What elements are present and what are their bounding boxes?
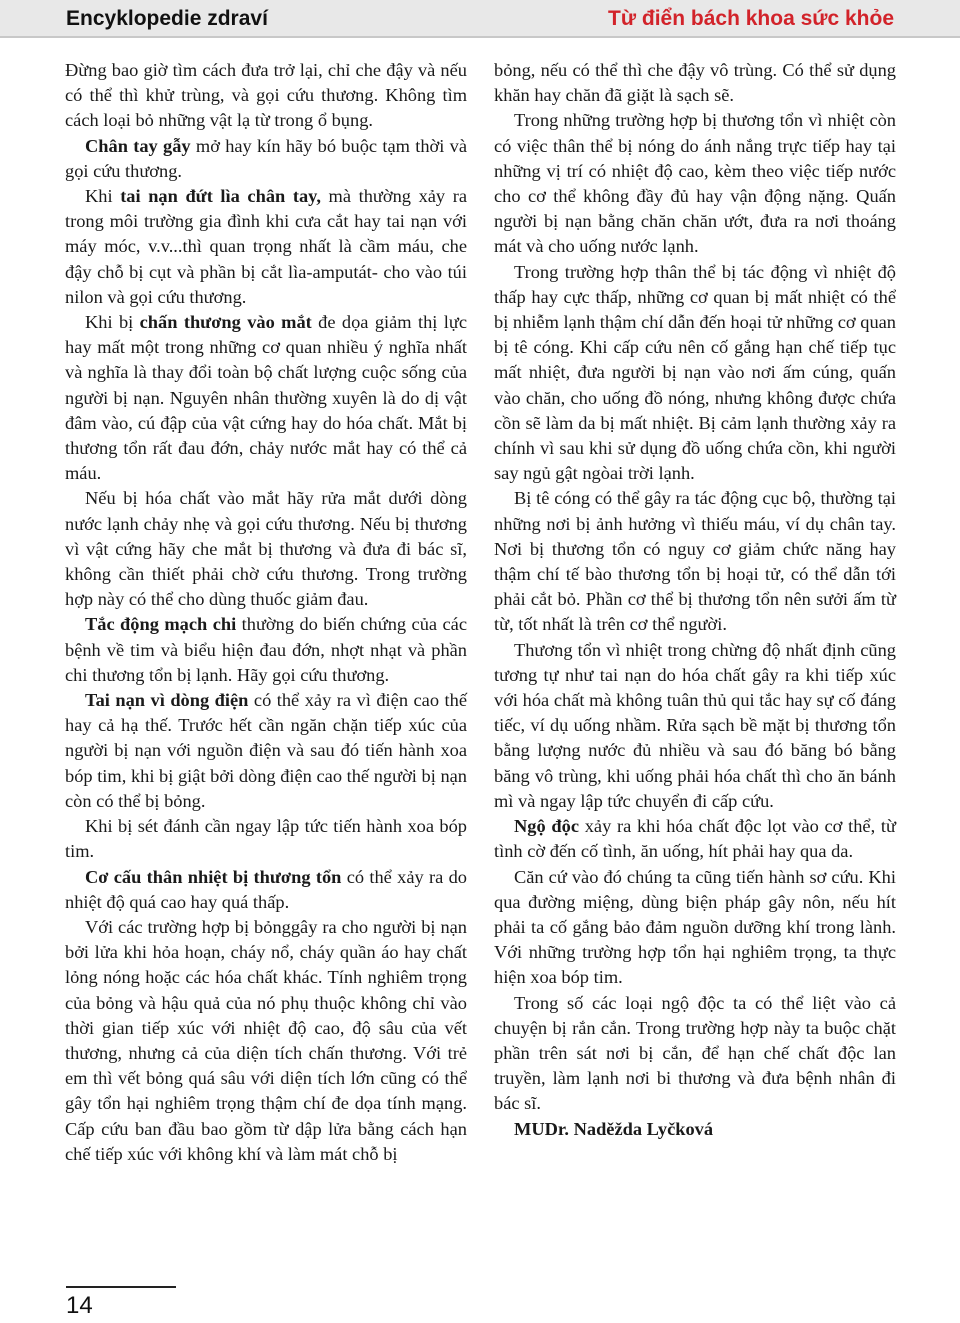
author-signature: MUDr. Naděžda Lyčková	[514, 1118, 714, 1139]
page-header	[0, 0, 960, 38]
paragraph: Thương tổn vì nhiệt trong chừng độ nhất định cũng tương tự như tai nạn do hóa chất gây ra khi tiếp xúc với hóa chất mà không tuân thủ qui tắc hay sự cố đáng tiếc, ví dụ uống nhầm. Rửa sạch bề mặt bị thương tổn bằng lượng nước đủ nhiều và sau đó băng bó bằng băng vô trùng, khi uống phải hóa chất thì cho ăn bánh mì và ngay lập tức chuyển đi cấp cứu.	[494, 639, 896, 811]
bold-term: Tắc động mạch chi	[85, 614, 237, 635]
paragraph	[65, 310, 467, 486]
paragraph	[65, 184, 467, 310]
left-column	[65, 58, 467, 1167]
paragraph-text: có thể xảy ra do nhiệt độ quá cao hay quá thấp.	[65, 866, 467, 912]
right-column	[494, 58, 896, 1142]
paragraph-text: thường do biến chứng của các bệnh về tim và biểu hiện đau đớn, nhợt nhạt và phần chi thương tổn bị lạnh. Hãy gọi cứu thương.	[65, 614, 467, 685]
paragraph	[494, 814, 896, 864]
paragraph	[65, 865, 467, 915]
paragraph: Đừng bao giờ tìm cách đưa trở lại, chỉ che đậy và nếu có thể thì khử trùng, và gọi cứu thương. Không tìm cách loại bỏ những vật lạ từ trong ổ bụng.	[65, 60, 467, 131]
header-title-right: Từ điển bách khoa sức khỏe	[608, 7, 894, 30]
paragraph-text: Khi	[85, 186, 121, 207]
bold-term: tai nạn đứt lìa chân tay,	[120, 186, 321, 207]
paragraph-text: có thể xảy ra vì điện cao thế hay cả hạ thế. Trước hết cần ngăn chặn tiếp xúc của người bị nạn với nguồn điện và sau đó tiến hành xoa bóp tim, khi bị giật bởi dòng điện cao thế người bị nạn còn có thể bị bỏng.	[65, 690, 467, 811]
paragraph: Với các trường hợp bị bỏnggây ra cho người bị nạn bởi lửa khi hỏa hoạn, cháy nổ, cháy quần áo hay chất lỏng nóng hoặc các hóa chất khác. Tính nghiêm trọng của bỏng và hậu quả của nó phụ thuộc không chỉ vào thời gian tiếp xúc với nhiệt độ cao, độ sâu của vết thương, nhưng cả của diện tích chấn thương. Với trẻ em thì vết bỏng quá sâu với diện tích lớn cũng có thể gây tổn hại nghiêm trọng thậm chí đe dọa tính mạng. Cấp cứu ban đầu bao gồm từ dập lửa bằng cách hạn chế tiếp xúc với không khí và làm mát chỗ bị	[65, 916, 467, 1164]
paragraph-text: mà thường xảy ra trong môi trường gia đình khi cưa cắt hay tai nạn với máy móc, v.v...thì quan trọng nhất là cầm máu, che đậy chỗ bị cụt và phần bị cắt lìa-amputát- cho vào túi nilon và gọi cứu thương.	[65, 186, 467, 307]
header-title-left: Encyklopedie zdraví	[66, 7, 268, 30]
paragraph-text: xảy ra khi hóa chất độc lọt vào cơ thể, từ tình cờ đến cố tình, ăn uống, hít phải hay qua da.	[494, 816, 896, 862]
bold-term: Ngộ độc	[514, 816, 579, 837]
paragraph: Nếu bị hóa chất vào mắt hãy rửa mắt dưới dòng nước lạnh chảy nhẹ và gọi cứu thương. Nếu bị thương vì vật cứng hãy che mắt bị thương và đưa đi bác sĩ, không cần thiết phải chờ cứu thương. Trong trường hợp này có thể cho dùng thuốc giảm đau.	[65, 488, 467, 610]
bold-term: Cơ cấu thân nhiệt bị thương tổn	[85, 866, 342, 887]
paragraph: Trong trường hợp thân thể bị tác động vì nhiệt độ thấp hay cực thấp, những cơ quan bị mất nhiệt có thể bị nhiễm lạnh thậm chí dẫn đến hoại tử những cơ quan bị tê cóng. Khi cấp cứu nên cố gắng hạn chế tiếp tục mất nhiệt, đưa người bị nạn vào nơi ấm cúng, quấn vào chăn, cho uống đồ nóng, nhưng không được chứa cồn sẽ làm da bị mất nhiệt. Bị cảm lạnh thường xảy ra chính vì sau khi sử dụng đồ uống chứa cồn, khi người say ngủ gật ngòai trời lạnh.	[494, 261, 896, 484]
paragraph	[65, 134, 467, 184]
paragraph-text: Khi bị	[85, 312, 140, 333]
paragraph: bỏng, nếu có thể thì che đậy vô trùng. Có thể sử dụng khăn hay chăn đã giặt là sạch sẽ.	[494, 60, 896, 106]
bold-term: chấn thương vào mắt	[139, 312, 312, 333]
paragraph-text: đe dọa giảm thị lực hay mất một trong những cơ quan nhiều ý nghĩa nhất và nghĩa là thay đổi toàn bộ chất lượng cuộc sống của người bị nạn. Nguyên nhân thường xuyên là do dị vật đâm vào, cú đập của vật cứng hay do hóa chất. Mắt bị thương tổn rất đau đớn, chảy nước mắt hay có thể cả máu.	[65, 312, 467, 484]
paragraph	[65, 688, 467, 814]
page-number: 14	[66, 1292, 93, 1319]
paragraph: Bị tê cóng có thể gây ra tác động cục bộ, thường tại những nơi bị ảnh hưởng vì thiếu máu, ví dụ chân tay. Nơi bị thương tổn có nguy cơ giảm chức năng hay thậm chí tế bào thương tổn bị hoại tử, có thể dẫn tới phải cắt bỏ. Phần cơ thể bị thương tổn nên sưởi ấm từ từ, tốt nhất là trên cơ thể người.	[494, 488, 896, 635]
paragraph: Trong những trường hợp bị thương tổn vì nhiệt còn có việc thân thể bị nóng do ánh nắng trực tiếp hay tại những vị trí có nhiệt độ cao, kèm theo việc tiếp nước cho cơ thể không đầy đủ hay vận động nặng. Quấn người bị nạn bằng chăn chăn ướt, đưa ra nơi thoáng mát và cho uống nước lạnh.	[494, 110, 896, 257]
paragraph-text: mở hay kín hãy bó buộc tạm thời và gọi cứu thương.	[65, 135, 468, 181]
bold-term: Tai nạn vì dòng điện	[85, 690, 249, 711]
paragraph: Trong số các loại ngộ độc ta có thể liệt vào cả chuyện bị rắn cắn. Trong trường hợp này ta buộc chặt phần trên sát nơi bị cắn, để hạn chế chất độc lan truyền, làm lạnh nơi bi thương và đưa bệnh nhân đi bác sĩ.	[494, 992, 896, 1114]
bold-term: Chân tay gẫy	[85, 135, 191, 156]
paragraph: Căn cứ vào đó chúng ta cũng tiến hành sơ cứu. Khi qua đường miệng, dùng biện pháp gây nôn, nếu hít phải ta cố gắng bảo đảm nguồn dưỡng khí trong lành. Với những trường hợp tổn hại nghiêm trọng, ta thực hiện xoa bóp tim.	[494, 866, 896, 988]
paragraph	[65, 612, 467, 688]
paragraph: Khi bị sét đánh cần ngay lập tức tiến hành xoa bóp tim.	[65, 816, 467, 862]
footer-rule	[66, 1286, 176, 1288]
